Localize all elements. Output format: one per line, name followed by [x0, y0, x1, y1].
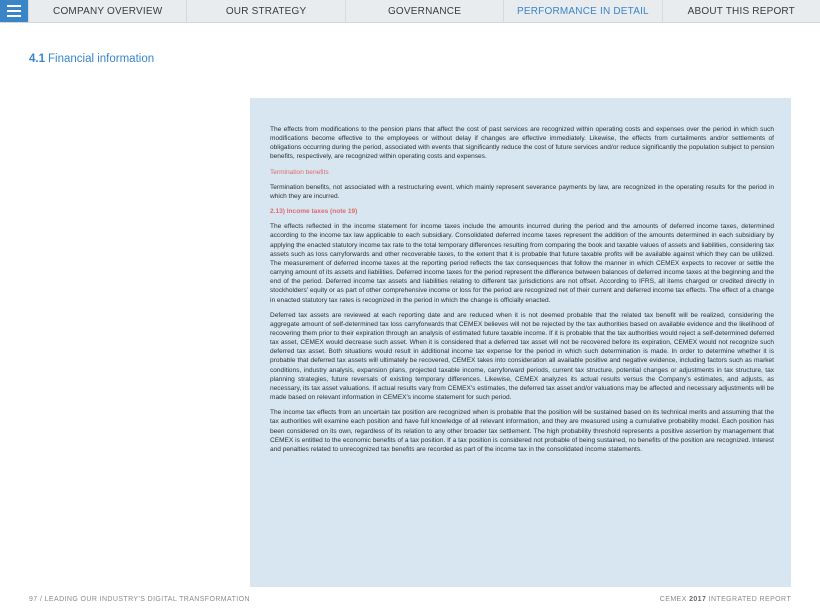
footer-right-text: INTEGRATED REPORT [708, 596, 791, 603]
tab-about-this-report[interactable]: ABOUT THIS REPORT [662, 0, 820, 22]
menu-line [7, 10, 21, 12]
footer-right [660, 596, 791, 603]
menu-line [7, 5, 21, 7]
tab-governance[interactable]: GOVERNANCE [345, 0, 503, 22]
tab-performance-in-detail[interactable]: PERFORMANCE IN DETAIL [503, 0, 661, 22]
hamburger-menu-icon[interactable] [0, 0, 28, 22]
content-panel [250, 98, 791, 587]
footer-brand: CEMEX [659, 596, 687, 603]
section-number: 4.1 [29, 53, 45, 65]
panel-text [270, 125, 774, 460]
paragraph-pension-modifications: The effects from modifications to the pension plans that affect the cost of past services are recognized within operating costs and expenses over the period in which such modifications become effective to the employees or without delay if changes are effective immediately. Likewise, the effects from curtailments and/or settlements of obligations occurring during the period, associated with events that significantly reduce the cost of future services and/or reduce significantly the population subject to pension benefits, respectively, are recognized within operating costs and expenses. [270, 126, 774, 161]
footer-year: 2017 [689, 596, 707, 603]
paragraph-uncertain-tax-position: The income tax effects from an uncertain tax position are recognized when is probable that the position will be sustained based on its technical merits and assuming that the tax authorities will examine each position and have full knowledge of all relevant information, and they are measured using a cumulative probability model. Each position has been considered on its own, regardless of its relation to any other broader tax settlement. The high probability threshold represents a positive assertion by management that CEMEX is entitled to the economic benefits of a tax position. If a tax position is considered not probable of being sustained, no benefits of the position are recognized. Interest and penalties related to unrecognized tax benefits are recorded as part of the income tax in the consolidated income statements. [270, 409, 774, 453]
page-number: 97 [29, 596, 38, 603]
section-title [29, 53, 154, 65]
heading-termination-benefits: Termination benefits [270, 168, 329, 176]
menu-line [7, 15, 21, 17]
section-title-text: Financial information [48, 53, 155, 65]
paragraph-deferred-tax-assets: Deferred tax assets are reviewed at each reporting date and are reduced when it is not deemed probable that the related tax benefit will be realized, considering the aggregate amount of self-determined tax loss carryforwards that CEMEX believes will not be rejected by the tax authorities based on available evidence and the likelihood of recovering them prior to their expiration through an analysis of estimated future taxable income. If it is probable that the tax authorities would reject a self-determined deferred tax asset, CEMEX would decrease such asset. When it is considered that a deferred tax asset will not be recovered before its expiration, CEMEX would not recognize such deferred tax asset. Both situations would result in additional income tax expense for the period in which such determination is made. In order to determine whether it is probable that deferred tax assets will ultimately be recovered, CEMEX takes into consideration all available positive and negative evidence, including factors such as market conditions, industry analysis, expansion plans, projected taxable income, carryforward periods, current tax structure, potential changes or adjustments in tax structure, tax planning strategies, future reversals of existing temporary differences. Likewise, CEMEX analyzes its actual results versus the Company's estimates, and adjusts, as necessary, its tax asset valuations. If actual results vary from CEMEX's estimates, the deferred tax asset and/or valuations may be affected and necessary adjustments will be made based on relevant information in CEMEX's income statement for such period. [270, 311, 774, 402]
tab-company-overview[interactable]: COMPANY OVERVIEW [28, 0, 186, 22]
paragraph-termination-benefits: Termination benefits, not associated with a restructuring event, which mainly represent severance payments by law, are recognized in the operating results for the period in which they are incurred. [270, 183, 774, 200]
tab-our-strategy[interactable]: OUR STRATEGY [186, 0, 344, 22]
paragraph-income-taxes: The effects reflected in the income statement for income taxes include the amounts incurred during the period and the amounts of deferred income taxes, determined according to the income tax law applicable to each subsidiary. Consolidated deferred income taxes represent the addition of the amounts determined in each subsidiary by applying the enacted statutory income tax rate to the total temporary differences resulting from comparing the book and taxable values of assets and liabilities, considering tax assets such as loss carryforwards and other recoverable taxes, to the extent that it is probable that future taxable profits will be available against which they can be utilized. The measurement of deferred income taxes at the reporting period reflects the tax consequences that follow the manner in which CEMEX expects to recover or settle the carrying amount of its assets and liabilities. Deferred income taxes for the period represent the difference between balances of deferred income taxes at the beginning and the end of the period. Deferred income tax assets and liabilities relating to different tax jurisdictions are not offset. According to IFRS, all items charged or credited directly in stockholders' equity or as part of other comprehensive income or loss for the period are recognized net of their current and deferred income tax effects. The effect of a change in enacted statutory tax rates is recognized in the period in which the change is officially enacted. [270, 223, 774, 304]
heading-income-taxes: 2.13) Income taxes (note 19) [270, 208, 358, 216]
footer-left-text: / LEADING OUR INDUSTRY'S DIGITAL TRANSFORMATION [39, 596, 250, 603]
top-navigation [0, 0, 820, 23]
footer-left [29, 596, 250, 603]
